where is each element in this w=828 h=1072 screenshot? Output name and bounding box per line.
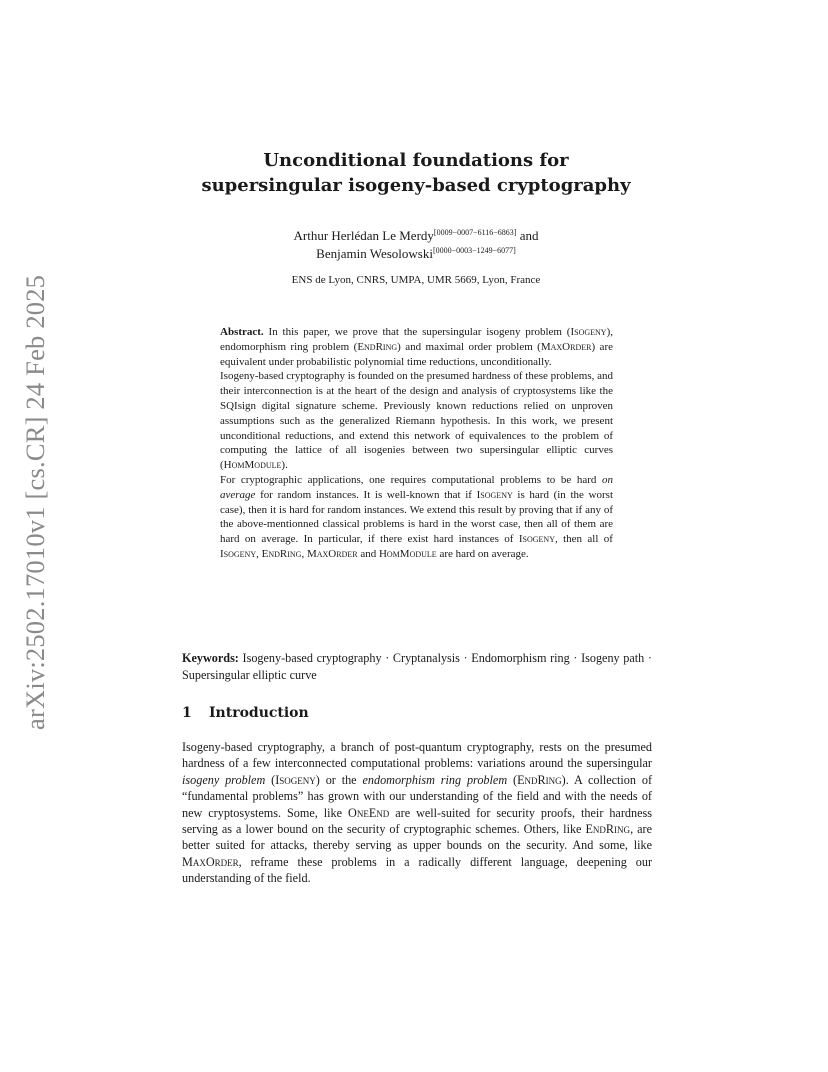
abstract-label: Abstract. <box>220 326 264 338</box>
abstract-text: and <box>357 547 379 560</box>
body-text: ). A collection of “fundamental problems” has grown with our understanding of the field and with the needs of new cryptosystems. Some, like <box>182 772 653 820</box>
abstract-text: ) and maximal order problem ( <box>397 340 541 353</box>
keywords-list: Isogeny-based cryptography · Cryptanalysis · Endomorphism ring · Isogeny path · Supersingular elliptic curve <box>182 651 652 682</box>
problem-name: MaxOrder <box>540 340 592 353</box>
author-2-name: Benjamin Wesolowski <box>316 246 433 261</box>
problem-name: Isogeny <box>570 326 607 338</box>
problem-name: Isogeny <box>518 533 555 546</box>
section-number: 1 <box>182 705 192 721</box>
problem-name: Isogeny <box>220 547 257 560</box>
problem-name: EndRing <box>357 340 398 353</box>
author-2-orcid: [0000−0003−1249−6077] <box>432 246 516 255</box>
abstract-text: is hard (in the worst case), then it is hard for random instances. We extend this result by proving that if any of the above-mentionned classical problems is hard in the worst case, then all of them are hard on average. In particular, if there exist hard instances of <box>220 488 613 546</box>
abstract-text: are hard on average. <box>436 547 529 560</box>
abstract-text: ) are equivalent under probabilistic polynomial time reductions, unconditionally. <box>220 340 613 368</box>
author-1-orcid: [0009−0007−6116−6863] <box>433 228 517 237</box>
body-text: , are better suited for attacks, thereby serving as upper bounds on the security. And some, like <box>182 822 653 853</box>
body-text: Isogeny-based cryptography, a branch of post-quantum cryptography, rests on the presumed hardness of a few interconnected computational problems: variations around the supersingular <box>182 740 652 771</box>
problem-name: OneEnd <box>348 805 390 820</box>
body-text: ( <box>507 772 518 787</box>
abstract-text: ), endomorphism ring problem ( <box>220 326 613 353</box>
problem-name: Isogeny <box>275 772 316 787</box>
abstract-paragraph-2 <box>220 369 613 473</box>
abstract-text: , <box>256 547 262 560</box>
body-text: ) or the <box>315 772 363 787</box>
problem-name: HomModule <box>223 459 282 472</box>
abstract <box>220 325 613 562</box>
abstract-text: ). <box>281 459 288 472</box>
problem-name: Isogeny <box>476 488 513 501</box>
problem-name: EndRing <box>585 822 631 837</box>
abstract-text: Isogeny-based cryptography is founded on the presumed hardness of these problems, and their interconnection is at the heart of the design and analysis of cryptosystems like the SQIsign digital signature scheme. Previously known reductions relied on unproven assumptions such as the generalized Riemann hypothesis. In this work, we present unconditional reductions, and extend this network of equivalences to the problem of computing the lattice of all isogenies between two supersingular elliptic curves ( <box>220 370 613 472</box>
section-body-paragraph <box>182 739 652 887</box>
problem-name: MaxOrder <box>306 547 358 560</box>
keywords-label: Keywords: <box>182 651 239 665</box>
arxiv-identifier-stamp: arXiv:2502.17010v1 [cs.CR] 24 Feb 2025 <box>20 274 50 730</box>
problem-name: MaxOrder <box>182 854 239 869</box>
body-text: , reframe these problems in a radically different language, deepening our understanding of the field. <box>182 854 652 886</box>
emphasis: isogeny problem <box>182 772 266 787</box>
affiliation: ENS de Lyon, CNRS, UMPA, UMR 5669, Lyon, France <box>291 274 541 286</box>
body-text: are well-suited for security proofs, their hardness serving as a lower bound on the security of cryptographic schemes. Others, like <box>182 805 652 837</box>
abstract-text: For cryptographic applications, one requires computational problems to be hard <box>220 473 602 486</box>
problem-name: EndRing <box>517 772 562 787</box>
paper-title <box>180 148 652 198</box>
abstract-text: , then all of <box>554 533 613 546</box>
abstract-text: , <box>301 547 307 560</box>
title-line-1: Unconditional foundations for <box>263 150 569 171</box>
author-1 <box>180 227 652 245</box>
abstract-paragraph-3 <box>220 473 613 562</box>
emphasis: on average <box>220 473 613 501</box>
abstract-text: In this paper, we prove that the supersingular isogeny problem ( <box>263 326 571 338</box>
title-line-2: supersingular isogeny-based cryptography <box>201 175 631 196</box>
problem-name: EndRing <box>261 547 302 560</box>
abstract-paragraph-1 <box>220 325 613 369</box>
emphasis: endomorphism ring problem <box>362 772 508 787</box>
author-list <box>180 227 652 263</box>
author-1-name: Arthur Herlédan Le Merdy <box>293 228 434 243</box>
author-2 <box>180 245 652 263</box>
abstract-text: for random instances. It is well-known that if <box>255 488 477 501</box>
author-conjunction: and <box>516 228 539 243</box>
section-heading <box>182 705 652 721</box>
keywords <box>182 650 652 683</box>
section-title: Introduction <box>209 705 309 721</box>
problem-name: HomModule <box>378 547 437 560</box>
body-text: ( <box>265 772 276 787</box>
